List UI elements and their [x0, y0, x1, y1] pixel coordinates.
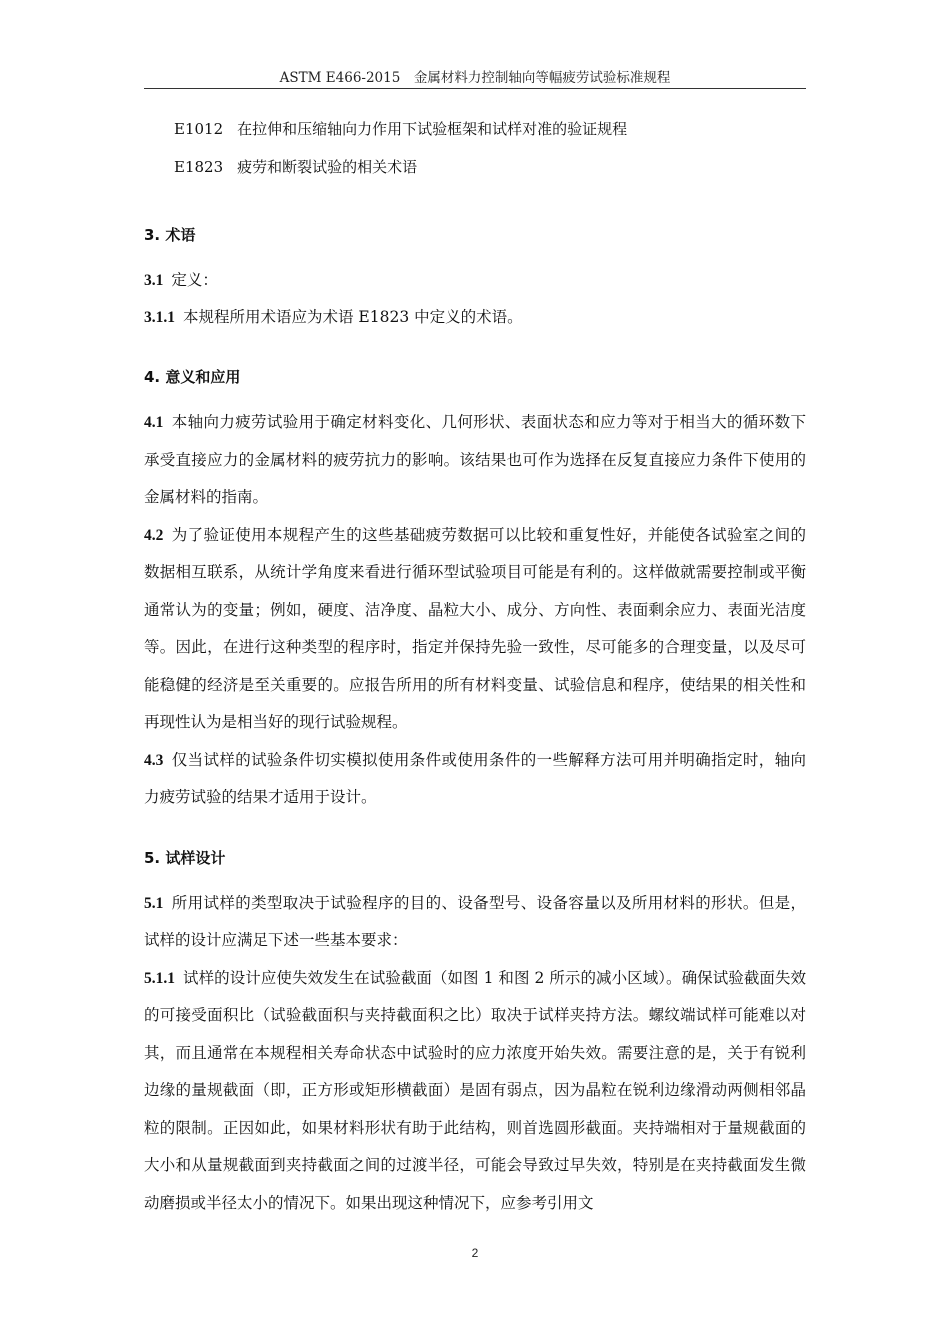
paragraph: [144, 742, 806, 817]
paragraph: [144, 885, 806, 960]
page-body: [144, 118, 806, 1222]
reference-code: E1012: [174, 120, 224, 138]
clause-number: 3.1: [144, 272, 164, 289]
reference-item: [174, 118, 806, 140]
reference-text: 在拉伸和压缩轴向力作用下试验框架和试样对准的验证规程: [237, 120, 628, 138]
clause-number: 5.1: [144, 894, 164, 912]
clause-number: 4.3: [144, 751, 164, 769]
paragraph-text: 本轴向力疲劳试验用于确定材料变化、几何形状、表面状态和应力等对于相当大的循环数下承受直接应力的金属材料的疲劳抗力的影响。该结果也可作为选择在反复直接应力条件下使用的金属材料的指南。: [144, 413, 806, 506]
section-heading: 5. 试样设计: [144, 848, 226, 867]
paragraph-text: 定义：: [171, 271, 218, 289]
paragraph: [144, 299, 806, 336]
paragraph-text: 本规程所用术语应为术语 E1823 中定义的术语。: [183, 308, 523, 326]
header-rule: [144, 88, 806, 89]
paragraph: [144, 517, 806, 742]
page-number: 2: [471, 1246, 479, 1260]
paragraph-text: 所用试样的类型取决于试验程序的目的、设备型号、设备容量以及所用材料的形状。但是，试样的设计应满足下述一些基本要求：: [144, 893, 806, 949]
paragraph-text: 试样的设计应使失效发生在试验截面（如图 1 和图 2 所示的减小区域）。确保试验截面失效的可接受面积比（试验截面积与夹持截面积之比）取决于试样夹持方法。螺纹端试样可能难以对其，而且通常在本规程相关寿命状态中试验时的应力浓度开始失效。需要注意的是，关于有锐利边缘的量规截面（即，正方形或矩形横截面）是固有弱点，因为晶粒在锐利边缘滑动两侧相邻晶粒的限制。正因如此，如果材料形状有助于此结构，则首选圆形截面。夹持端相对于量规截面的大小和从量规截面到夹持截面之间的过渡半径，可能会导致过早失效，特别是在夹持截面发生微动磨损或半径太小的情况下。如果出现这种情况下，应参考引用文: [144, 968, 806, 1212]
clause-number: 5.1.1: [144, 969, 175, 987]
clause-number: 4.2: [144, 526, 164, 544]
paragraph: [144, 960, 806, 1223]
clause-number: 3.1.1: [144, 309, 175, 326]
reference-text: 疲劳和断裂试验的相关术语: [237, 158, 418, 176]
paragraph-text: 为了验证使用本规程产生的这些基础疲劳数据可以比较和重复性好，并能使各试验室之间的数据相互联系，从统计学角度来看进行循环型试验项目可能是有利的。这样做就需要控制或平衡通常认为的变量；例如，硬度、洁净度、晶粒大小、成分、方向性、表面剩余应力、表面光洁度等。因此，在进行这种类型的程序时，指定并保持先验一致性，尽可能多的合理变量，以及尽可能稳健的经济是至关重要的。应报告所用的所有材料变量、试验信息和程序，使结果的相关性和再现性认为是相当好的现行试验规程。: [144, 525, 806, 731]
reference-code: E1823: [174, 158, 224, 176]
clause-number: 4.1: [144, 414, 164, 431]
section-heading: 3. 术语: [144, 226, 196, 244]
section-heading: 4. 意义和应用: [144, 368, 241, 386]
paragraph: [144, 262, 806, 299]
running-header: ASTM E466-2015 金属材料力控制轴向等幅疲劳试验标准规程: [279, 70, 671, 86]
paragraph: [144, 404, 806, 517]
reference-item: [174, 156, 806, 178]
paragraph-text: 仅当试样的试验条件切实模拟使用条件或使用条件的一些解释方法可用并明确指定时，轴向力疲劳试验的结果才适用于设计。: [144, 750, 806, 806]
